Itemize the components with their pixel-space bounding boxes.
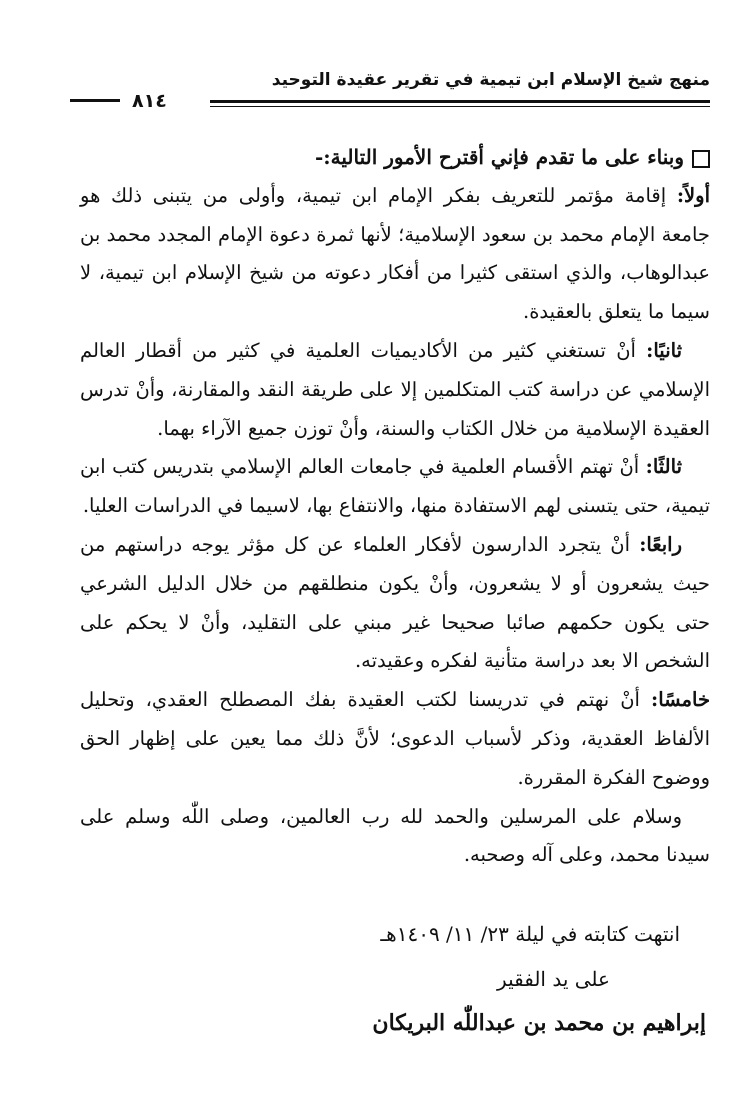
item-lead: ثالثًا: xyxy=(645,455,682,479)
intro-paragraph xyxy=(80,138,710,177)
page xyxy=(70,60,710,1036)
item-lead: رابعًا: xyxy=(639,532,682,556)
item-paragraph xyxy=(80,448,710,526)
header-rule-thin xyxy=(210,106,710,107)
by-line: على يد الفقير xyxy=(497,967,610,991)
item-paragraph xyxy=(80,177,710,332)
page-number: ٨١٤ xyxy=(132,90,167,112)
item-lead: أولاً: xyxy=(676,183,710,207)
item-text: أنْ يتجرد الدارسون لأفكار العلماء عن كل مؤثر يوجه دراستهم من حيث يشعرون أو لا يشعرون، وأنْ يكون منطلقهم من خلال الدليل الشرعي حتى يكون حكمهم صائبا صحيحا غير مبني على التقليد، وأنْ لا يحكم على الشخص الا بعد دراسة متأنية لفكره وعقيدته. xyxy=(80,532,710,673)
item-text: أنْ نهتم في تدريسنا لكتب العقيدة بفك المصطلح العقدي، وتحليل الألفاظ العقدية، وذكر لأسباب الدعوى؛ لأنَّ ذلك مما يعين على إظهار الحق ووضوح الفكرة المقررة. xyxy=(80,688,710,789)
header-title: منهج شيخ الإسلام ابن تيمية في تقرير عقيدة التوحيد xyxy=(271,70,710,90)
item-paragraph xyxy=(80,332,710,448)
item-text: إقامة مؤتمر للتعريف بفكر الإمام ابن تيمية، وأولى من يتبنى ذلك هو جامعة الإمام محمد بن سعود الإسلامية؛ لأنها ثمرة دعوة الإمام المجدد محمد بن عبدالوهاب، والذي استقى كثيرا من أفكار دعوته من شيخ الإسلام ابن تيمية، لا سيما ما يتعلق بالعقيدة. xyxy=(80,183,710,324)
body-text xyxy=(80,138,710,875)
page-number-dash xyxy=(70,99,120,102)
running-header xyxy=(70,60,710,112)
closing-prayer: وسلام على المرسلين والحمد لله رب العالمين، وصلى اللّٰه وسلم على سيدنا محمد، وعلى آله وصحبه. xyxy=(80,804,710,867)
item-text: أنْ تستغني كثير من الأكاديميات العلمية في كثير من أقطار العالم الإسلامي عن دراسة كتب المتكلمين إلا على طريقة النقد والمقارنة، وأنْ تدرس العقيدة الإسلامية من خلال الكتاب والسنة، وأنْ توزن جميع الآراء بهما. xyxy=(80,338,710,440)
checkbox-square-icon xyxy=(692,150,710,168)
intro-text: وبناء على ما تقدم فإني أقترح الأمور التالية:- xyxy=(314,145,684,169)
item-lead: خامسًا: xyxy=(651,688,710,712)
header-rule-thick xyxy=(210,100,710,103)
author-signature: إبراهيم بن محمد بن عبداللّٰه البريكان xyxy=(372,1010,706,1036)
item-paragraph xyxy=(80,526,710,681)
item-text: أنْ تهتم الأقسام العلمية في جامعات العالم الإسلامي بتدريس كتب ابن تيمية، حتى يتسنى لهم الاستفادة منها، والانتفاع بها، لاسيما في الدراسات العليا. xyxy=(80,455,710,518)
completion-note: انتهت كتابته في ليلة ٢٣/ ١١/ ١٤٠٩هـ xyxy=(380,922,680,946)
item-lead: ثانيًا: xyxy=(646,338,682,362)
item-paragraph xyxy=(80,681,710,797)
